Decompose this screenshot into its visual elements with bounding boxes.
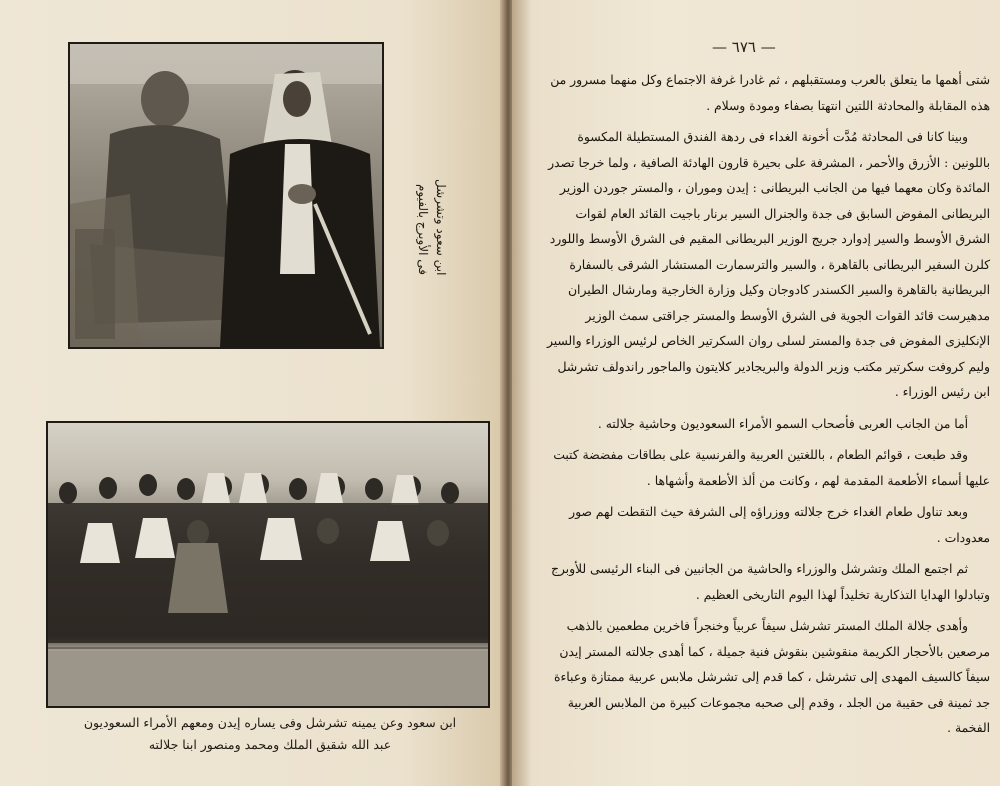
paragraph-6: ثم اجتمع الملك وتشرشل والوزراء والحاشية من الجانبين فى البناء الرئيسى للأوبرج وتبادلوا الهدايا التذكارية تخليداً لهذا اليوم التاريخى العظيم . bbox=[550, 562, 990, 602]
photo-ibn-saud-churchill bbox=[68, 42, 384, 349]
photo1-illustration bbox=[70, 44, 382, 347]
paragraph-7: وأهدى جلالة الملك المستر تشرشل سيفاً عربياً وخنجراً فاخرين مطعمين بالذهب مرصعين بالأحجار الكريمة منقوشين بنقوش فنية جميلة ، كما أهدى جلالته المستر إيدن سيفاً كالسيف المهدى إلى تشرشل ، كما قدم إلى تشرشل ملابس عربية ممتازة وعباءة جد ثمينة فى حقيبة من الجلد ، وقدم إلى صحبه مجموعات كبيرة من الملابس العربية الفخمة . bbox=[554, 619, 990, 735]
paragraph-4: وقد طبعت ، قوائم الطعام ، باللغتين العربية والفرنسية على بطاقات مفضضة كتبت عليها أسماء الأطعمة المقدمة لهم ، وكانت من ألذ الأطعمة وأشهاها . bbox=[553, 448, 990, 488]
photo2-caption-line1: ابن سعود وعن يمينه تشرشل وفى يساره إيدن ومعهم الأمراء السعوديون bbox=[83, 715, 457, 730]
photo2-caption bbox=[50, 712, 490, 756]
body-text bbox=[542, 68, 990, 748]
right-page bbox=[512, 0, 1000, 786]
page-number: — ٦٧٦ — bbox=[712, 38, 776, 56]
photo2-illustration bbox=[48, 423, 488, 706]
paragraph-2: وبينا كانا فى المحادثة مُدَّت أخونة الغداء فى ردهة الفندق المستطيلة المكسوة باللونين : الأزرق والأحمر ، المشرفة على بحيرة قارون الهادئة الصافية ، ولما خرجا تصدر المائدة وكان معهما فيها من الجانب البريطانى : إيدن وموران ، والمستر جوردن الوزير البريطانى المفوض السابق فى جدة والجنرال السير برنار باجيت القائد العام لقوات الشرق الأوسط والسير إدوارد جريج الوزير البريطانى المقيم فى الشرق الأوسط واللورد كلرن السفير البريطانى بالقاهرة ، والسير والترسمارت المستشار الشرقى بالسفارة البريطانية بالقاهرة والسير الكسندر كادوجان وكيل وزارة الخارجية ومارشال الطيران مدهيرست قائد القوات الجوية فى الشرق الأوسط والمستر جراقتى سمث الوزير الإنكليزى المفوض فى جدة والمستر لسلى روان السكرتير الخاص لرئيس الوزراء والسير وليم كروفت سكرتير مكتب وزير الدولة والبريجادير كلايتون والماجور راندولف تشرشل ابن رئيس الوزراء . bbox=[546, 130, 990, 399]
photo2-caption-line2: عبد الله شقيق الملك ومحمد ومنصور ابنا جلالته bbox=[148, 737, 392, 752]
paragraph-3: أما من الجانب العربى فأصحاب السمو الأمراء السعوديون وحاشية جلالته . bbox=[597, 416, 968, 431]
photo1-caption: ابن سعود وتشرشل فى الأوبرج بالفيوم bbox=[416, 178, 448, 275]
paragraph-1: شتى أهمها ما يتعلق بالعرب ومستقبلهم ، ثم غادرا غرفة الاجتماع وكل منهما مسرور من هذه المقابلة والمحادثة اللتين انتهتا بصفاء ومودة وسلام . bbox=[550, 73, 990, 113]
photo-group-portrait bbox=[46, 421, 490, 708]
paragraph-5: وبعد تناول طعام الغداء خرج جلالته ووزراؤه إلى الشرفة حيث التقطت لهم صور معدودات . bbox=[569, 505, 990, 545]
